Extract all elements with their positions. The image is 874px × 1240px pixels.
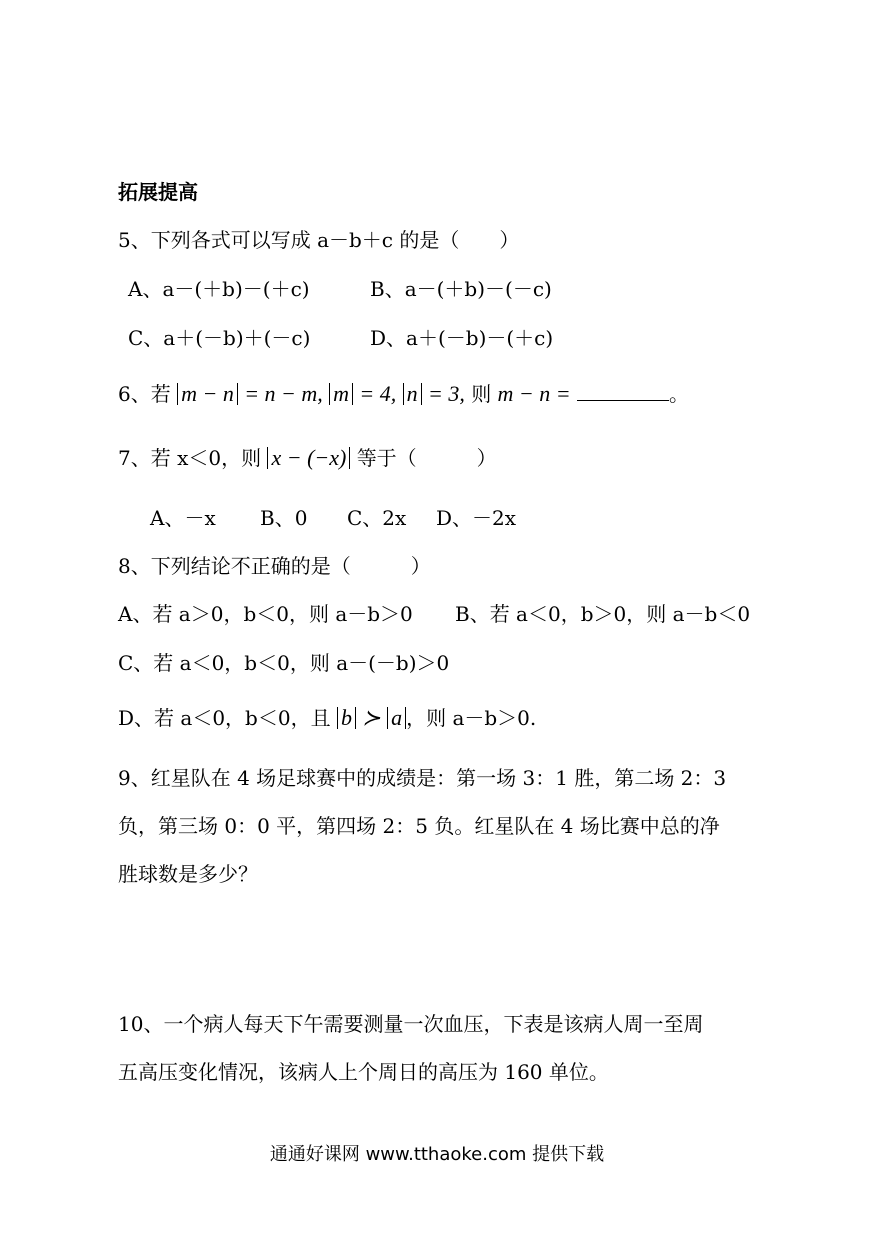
section-title: 拓展提高: [118, 180, 198, 204]
question-7-option-a: A、－x: [150, 506, 216, 530]
question-8-abs-a: a: [387, 707, 406, 729]
question-8-option-d-prefix: D、若 a＜0，b＜0，且: [118, 706, 331, 730]
question-8-option-b: B、若 a＜0，b＞0，则 a－b＜0: [455, 602, 751, 626]
question-8-relation: ≻: [362, 705, 381, 730]
question-6-end: 。: [669, 382, 689, 406]
question-6-then: 则: [471, 382, 492, 406]
question-8-option-d: [118, 704, 536, 732]
question-5-option-b: B、a－(＋b)－(－c): [370, 277, 552, 301]
question-7-option-d: D、－2x: [436, 506, 517, 530]
question-7-abs-expression: x − (−x): [267, 447, 350, 469]
question-7-option-c: C、2x: [347, 506, 407, 530]
question-7-suffix: 等于（ ）: [356, 446, 497, 470]
question-6-abs-n: n: [403, 383, 422, 405]
question-6: [118, 380, 689, 408]
question-9-line-3: 胜球数是多少？: [118, 862, 258, 886]
question-6-abs-m: m: [329, 383, 353, 405]
question-6-prefix: 6、若: [118, 382, 171, 406]
question-7-option-b: B、0: [260, 506, 308, 530]
question-9-line-1: 9、红星队在 4 场足球赛中的成绩是：第一场 3：1 胜，第二场 2：3: [118, 766, 727, 790]
question-8-option-d-suffix: ，则 a－b＞0.: [406, 706, 537, 730]
question-8-stem: 8、下列结论不正确的是（ ）: [118, 554, 431, 578]
question-5-option-a: A、a－(＋b)－(＋c): [128, 277, 310, 301]
question-7-prefix: 7、若 x＜0，则: [118, 446, 262, 470]
question-10-line-2: 五高压变化情况，该病人上个周日的高压为 160 单位。: [118, 1060, 609, 1084]
question-5-option-c: C、a＋(－b)＋(－c): [128, 326, 311, 350]
question-6-part2: = 4,: [359, 381, 397, 406]
footer-text: 通通好课网 www.tthaoke.com 提供下载: [269, 1144, 605, 1165]
question-8-option-a: A、若 a＞0，b＜0，则 a－b＞0: [118, 602, 413, 626]
question-7-stem: [118, 444, 497, 472]
question-6-part1: = n − m,: [244, 381, 323, 406]
question-6-abs-m-minus-n: m − n: [177, 383, 238, 405]
question-6-expr: m − n =: [497, 381, 571, 406]
question-8-abs-b: b: [337, 707, 356, 729]
question-6-part3: = 3,: [427, 381, 465, 406]
question-9-line-2: 负，第三场 0：0 平，第四场 2：5 负。红星队在 4 场比赛中总的净: [118, 814, 720, 838]
question-8-option-c: C、若 a＜0，b＜0，则 a－(－b)＞0: [118, 651, 450, 675]
question-5-stem: 5、下列各式可以写成 a－b＋c 的是（ ）: [118, 228, 520, 252]
question-10-line-1: 10、一个病人每天下午需要测量一次血压，下表是该病人周一至周: [118, 1012, 704, 1036]
question-5-option-d: D、a＋(－b)－(＋c): [370, 326, 554, 350]
answer-blank: [577, 382, 669, 401]
